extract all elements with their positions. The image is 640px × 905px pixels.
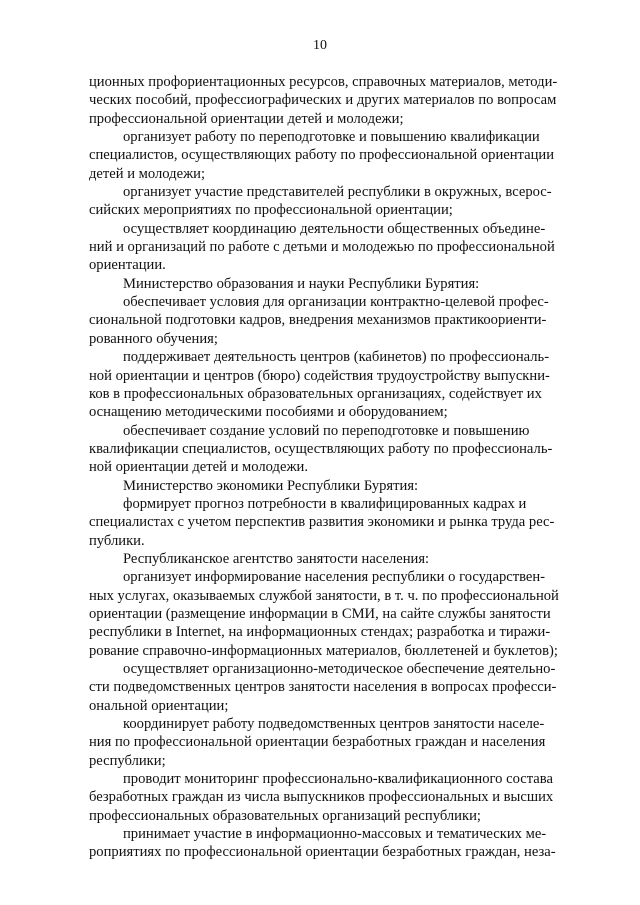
paragraph-2: организует работу по переподготовке и повышению квалификации специалистов, осуществляющих работу по профессиональной ориентации детей и молодежи; — [89, 129, 555, 182]
paragraph-16: принимает участие в информационно-массовых и тематических ме- роприятиях по профессиональной ориентации безработных граждан, неза- — [89, 826, 556, 861]
paragraph-6: обеспечивает условия для организации контрактно-целевой профес- сиональной подготовки кадров, внедрения механизмов практикоориенти- рованного обучения; — [89, 294, 549, 347]
paragraph-11: Республиканское агентство занятости населения: — [123, 550, 430, 567]
paragraph-5: Министерство образования и науки Республики Бурятия: — [123, 275, 480, 292]
paragraph-3: организует участие представителей республики в окружных, всерос- сийских мероприятиях по профессиональной ориентации; — [89, 184, 552, 219]
paragraph-13: осуществляет организационно-методическое обеспечение деятельно- сти подведомственных центров занятости населения в вопросах професси- ональной ориентации; — [89, 661, 557, 714]
paragraph-9: Министерство экономики Республики Бурятия: — [123, 477, 419, 494]
paragraph-15: проводит мониторинг профессионально-квалификационного состава безработных граждан из числа выпускников профессиональных и высших профессиональных образовательных организаций республики; — [89, 771, 554, 824]
paragraph-1: ционных профориентационных ресурсов, справочных материалов, методи- ческих пособий, профессиографических и других материалов по вопросам профессиональной ориентации детей и молодежи; — [89, 74, 558, 127]
paragraph-7: поддерживает деятельность центров (кабинетов) по профессиональ- ной ориентации и центров (бюро) содействия трудоустройству выпускни- ков в профессиональных образовательных организациях, содействует их оснащению методическими пособиями и оборудованием; — [89, 349, 550, 421]
paragraph-10: формирует прогноз потребности в квалифицированных кадрах и специалистах с учетом перспектив развития экономики и рынка труда рес- публики. — [89, 495, 555, 549]
page-number: 10 — [313, 38, 327, 53]
paragraph-4: осуществляет координацию деятельности общественных объедине- ний и организаций по работе с детьми и молодежью по профессиональной ориентации. — [89, 220, 555, 274]
paragraph-14: координирует работу подведомственных центров занятости населе- ния по профессиональной ориентации безработных граждан и населения республики; — [89, 716, 546, 769]
document-body — [89, 73, 571, 862]
paragraph-12: организует информирование населения республики о государствен- ных услугах, оказываемых службой занятости, в т. ч. по профессиональной ориентации (размещение информации в СМИ, на сайте службы занятости республики в Internet, на информационных стендах; разработка и тиражи- рование справочно-информационных материалов, бюллетеней и буклетов); — [89, 569, 559, 659]
paragraph-8: обеспечивает создание условий по переподготовке и повышению квалификации специалистов, осуществляющих работу по профессиональ- ной ориентации детей и молодежи. — [89, 422, 553, 476]
